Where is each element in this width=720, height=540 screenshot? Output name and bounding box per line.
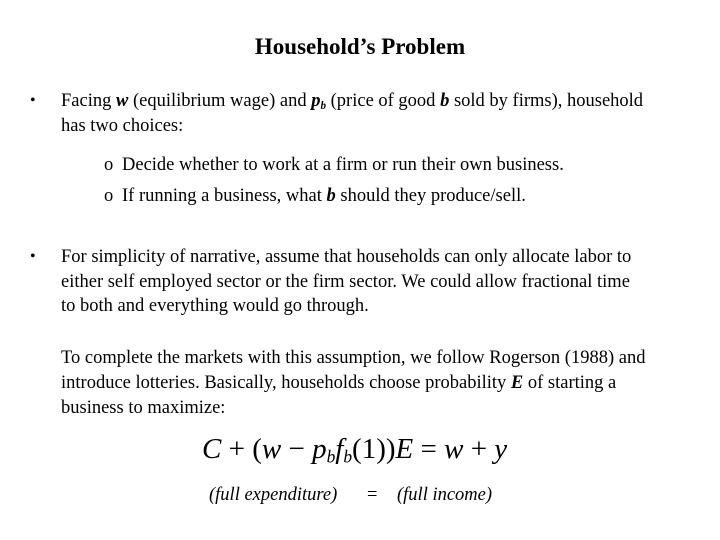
var-p: p [311,91,321,111]
para-line2 [61,371,616,396]
text: If running a business, what [122,186,327,206]
para-line1: To complete the markets with this assumption, we follow Rogerson (1988) and [61,348,646,368]
var-b: b [440,91,450,111]
text: (equilibrium wage) and [128,91,312,111]
bullet-marker: • [30,248,36,265]
bullet2-line: to both and everything would go through. [61,296,369,316]
text: (price of good [326,91,441,111]
text: should they produce/sell. [335,186,526,206]
bullet2-line: either self employed sector or the firm sector. We could allow fractional time [61,272,630,292]
text: sold by firms), household [449,91,644,111]
budget-equation: $C + (w - p_bf_b(1))E = w + y$ [202,433,508,467]
bullet2-line: For simplicity of narrative, assume that households can only allocate labor to [61,247,632,267]
var-b: b [326,186,336,206]
label-full-income: (full income) [397,485,493,505]
sub-bullet-marker: o [104,186,114,206]
sub-bullet2 [122,184,526,209]
var-sub-b: b [320,99,327,112]
sub-bullet1: Decide whether to work at a firm or run their own business. [122,155,564,175]
text: of starting a [523,373,617,393]
para-line3: business to maximize: [61,398,226,418]
sub-bullet-marker: o [104,155,114,175]
var-w: w [115,91,129,111]
bullet1-line2: has two choices: [61,116,184,136]
text: Facing [61,91,116,111]
label-full-expenditure: (full expenditure) [209,485,338,505]
slide-title: Household’s Problem [254,34,466,59]
bullet-marker: • [30,92,36,109]
equals-sign: = [367,485,378,505]
text: introduce lotteries. Basically, households choose probability [61,373,511,393]
var-E: E [510,373,524,393]
